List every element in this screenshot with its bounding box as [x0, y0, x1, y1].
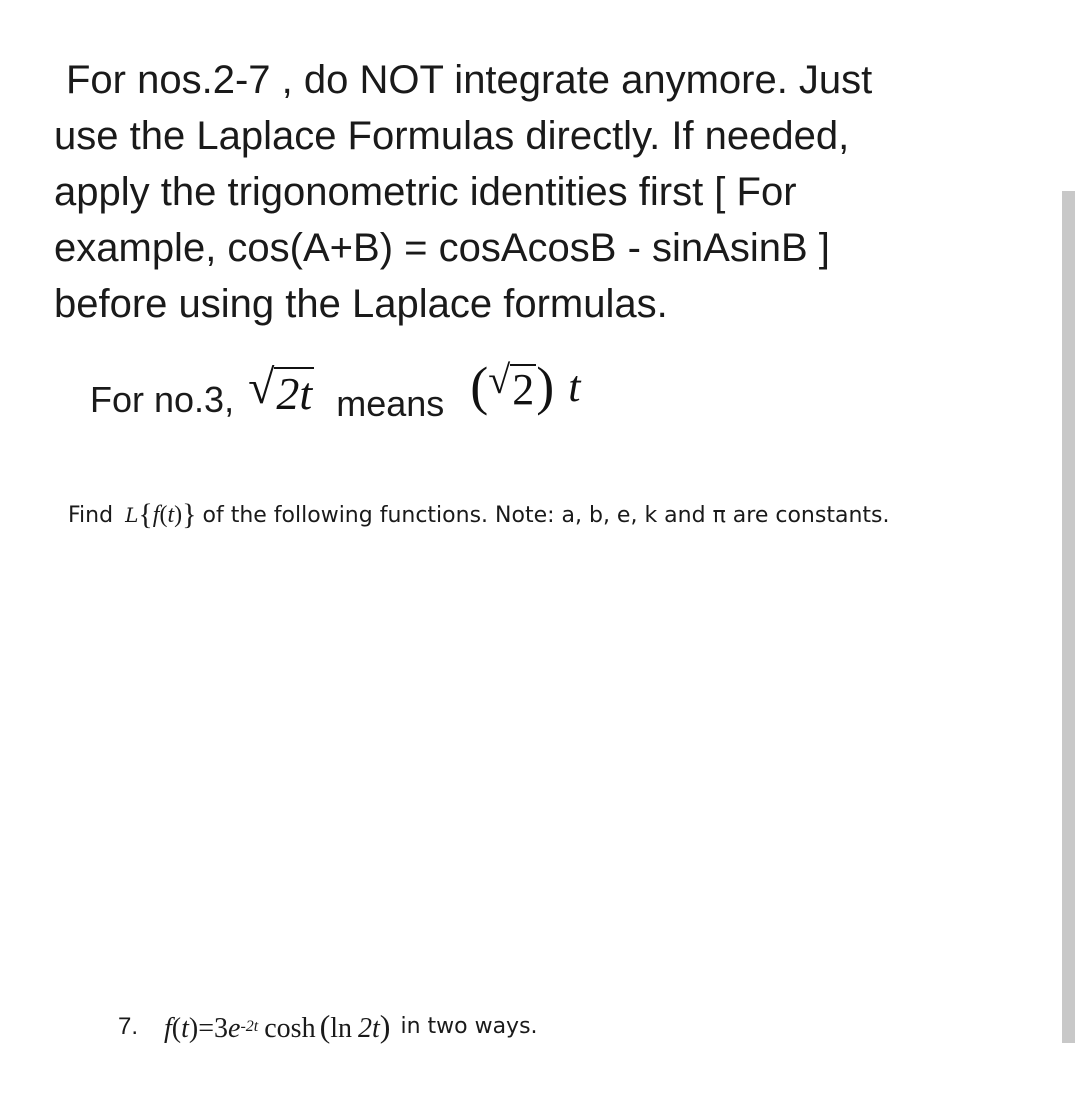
- problem-tail: in two ways.: [400, 1014, 538, 1039]
- means-word: means: [336, 383, 445, 424]
- arg-close-paren: ): [379, 1008, 391, 1044]
- laplace-transform-expression: [125, 500, 196, 530]
- open-brace: {: [138, 498, 153, 531]
- open-paren: (: [159, 501, 168, 528]
- problem-equation: [164, 1008, 390, 1045]
- problem-number: 7.: [118, 1012, 139, 1040]
- find-suffix: of the following functions. Note: a, b, e, k and π are constants.: [202, 502, 890, 528]
- find-prefix: Find: [68, 502, 114, 528]
- inner-sqrt: [488, 357, 536, 414]
- paren-sqrt2-t-expression: [470, 356, 581, 416]
- vertical-scrollbar[interactable]: [1062, 191, 1075, 1043]
- instruction-line: use the Laplace Formulas directly. If needed,: [54, 114, 850, 158]
- find-instruction: [68, 500, 889, 530]
- function-symbol: f: [152, 501, 160, 528]
- coefficient: 3: [214, 1013, 229, 1044]
- lhs-function: f: [164, 1013, 172, 1044]
- radicand: 2t: [276, 367, 313, 419]
- note-prefix: For no.3,: [90, 379, 235, 420]
- instructions-paragraph: [54, 52, 1044, 332]
- sqrt-2t-expression: [248, 360, 314, 419]
- ln-argument: 2t: [358, 1013, 380, 1044]
- instruction-line: For nos.2-7 , do NOT integrate anymore. Just: [66, 58, 873, 102]
- sqrt-note: [90, 356, 581, 440]
- equals-sign: =: [198, 1013, 215, 1044]
- inner-radicand: 2: [512, 365, 535, 414]
- close-paren: ): [174, 501, 183, 528]
- sqrt-symbol: √: [248, 360, 275, 414]
- sqrt-symbol: √: [488, 357, 511, 402]
- lhs-close-paren: ): [188, 1013, 199, 1044]
- exponent: -2t: [240, 1018, 259, 1035]
- open-paren: (: [470, 356, 489, 416]
- instruction-line: apply the trigonometric identities first [ For: [54, 170, 797, 214]
- cosh-function: cosh: [264, 1013, 316, 1044]
- problem-7: [118, 1008, 538, 1045]
- instruction-line: before using the Laplace formulas.: [54, 282, 668, 326]
- t-variable: t: [568, 361, 581, 411]
- close-paren: ): [536, 356, 555, 416]
- exp-base: e: [228, 1013, 241, 1044]
- arg-open-paren: (: [319, 1008, 331, 1044]
- lhs-arg: t: [181, 1013, 189, 1044]
- ln-function: ln: [330, 1013, 353, 1044]
- instruction-line: example, cos(A+B) = cosAcosB - sinAsinB ]: [54, 226, 830, 270]
- variable-t: t: [167, 501, 175, 528]
- lhs-open-paren: (: [171, 1013, 182, 1044]
- laplace-operator: L: [125, 503, 139, 527]
- close-brace: }: [182, 498, 197, 531]
